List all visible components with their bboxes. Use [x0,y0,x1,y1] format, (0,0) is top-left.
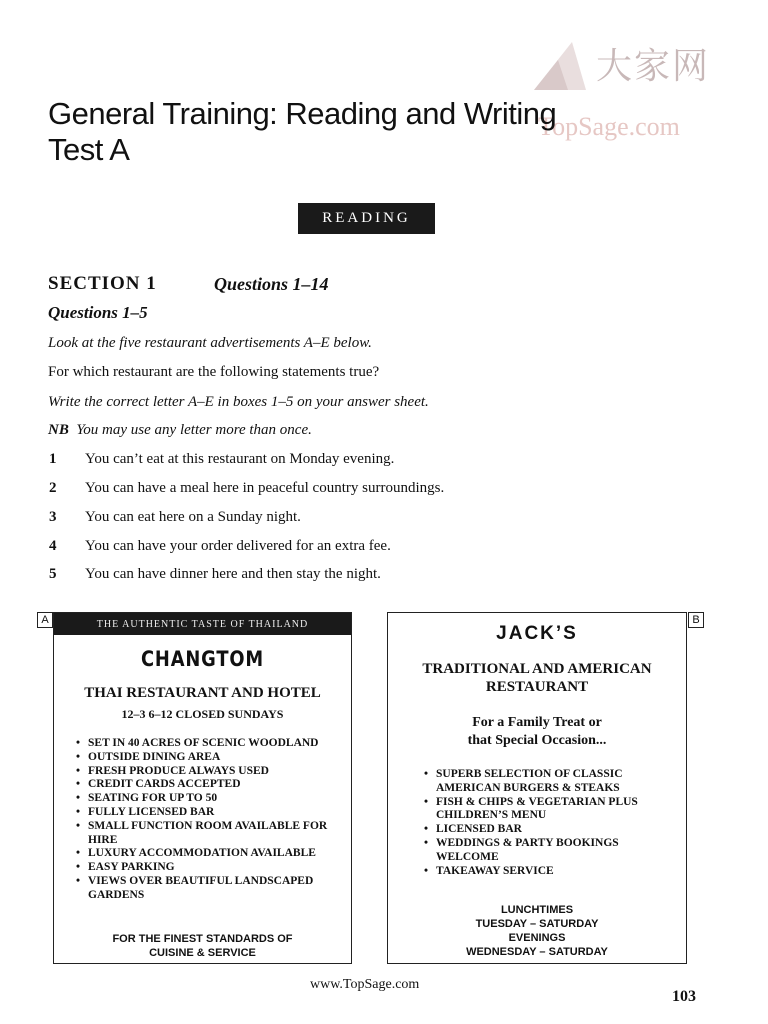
question-text: You can have dinner here and then stay the night. [85,566,381,582]
ad-b-times-3: EVENINGS [508,932,566,944]
list-item: • WEDDINGS & PARTY BOOKINGS WELCOME [424,837,680,865]
list-item: • VIEWS OVER BEAUTIFUL LANDSCAPED GARDENS [76,875,345,903]
question-text: You can have your order delivered for an extra fee. [85,538,391,554]
instruction-write: Write the correct letter A–E in boxes 1–5 on your answer sheet. [48,394,429,410]
list-item: • LICENSED BAR [424,823,680,837]
page-title [48,96,556,168]
reading-badge: READING [298,203,435,234]
list-item: • SET IN 40 ACRES OF SCENIC WOODLAND [76,737,345,751]
ad-b-sub-2: RESTAURANT [485,679,589,695]
advertisement-b [387,612,687,964]
ad-a-footer-2: CUISINE & SERVICE [149,947,256,959]
list-item: • LUXURY ACCOMMODATION AVAILABLE [76,847,345,861]
ad-b-times-1: LUNCHTIMES [500,904,574,916]
watermark-url: TopSage.com [538,112,680,141]
ad-a-name: CHANGTOM [140,647,265,671]
instruction-look: Look at the five restaurant advertisements A–E below. [48,335,372,351]
advertisement-a [53,612,352,964]
question-text: You can eat here on a Sunday night. [85,509,301,525]
ad-a-band: THE AUTHENTIC TASTE OF THAILAND [54,613,351,635]
list-item: • FISH & CHIPS & VEGETARIAN PLUS CHILDREN’S MENU [424,796,680,824]
ad-a-footer-1: FOR THE FINEST STANDARDS OF [112,933,293,945]
ad-b-tag-2: that Special Occasion... [467,733,607,748]
page-number: 103 [672,988,696,1005]
question-text: You can have a meal here in peaceful country surroundings. [85,480,445,496]
ad-b-times-2: TUESDAY – SATURDAY [475,918,599,930]
watermark-cn: 大家网 [596,46,711,87]
list-item: • OUTSIDE DINING AREA [76,751,345,765]
list-item: • FRESH PRODUCE ALWAYS USED [76,765,345,779]
list-item: • EASY PARKING [76,861,345,875]
ad-b-letter: B [688,612,704,628]
question-number: 3 [49,509,57,525]
section-label: SECTION 1 [48,273,157,294]
instruction-nb [48,422,312,439]
nb-label: NB [48,422,69,438]
title-line-2: Test A [48,132,130,167]
list-item: • SEATING FOR UP TO 50 [76,792,345,806]
watermark-logo [528,38,588,98]
question-number: 2 [49,480,57,496]
list-item: • CREDIT CARDS ACCEPTED [76,778,345,792]
instruction-which: For which restaurant are the following statements true? [48,364,380,380]
ad-b-tag-1: For a Family Treat or [472,715,602,730]
title-line-1: General Training: Reading and Writing [48,96,557,131]
section-questions: Questions 1–14 [214,274,329,294]
question-number: 1 [49,451,57,467]
ad-b-features [424,768,680,878]
ad-a-subtitle: THAI RESTAURANT AND HOTEL [84,685,321,701]
ad-b-sub-1: TRADITIONAL AND AMERICAN [422,661,652,677]
ad-a-letter: A [37,612,53,628]
list-item: • SMALL FUNCTION ROOM AVAILABLE FOR HIRE [76,820,345,848]
ad-b-name: JACK’S [496,623,578,644]
question-number: 4 [49,538,57,554]
ad-a-features [76,737,345,903]
list-item: • SUPERB SELECTION OF CLASSIC AMERICAN BURGERS & STEAKS [424,768,680,796]
nb-text: You may use any letter more than once. [76,422,312,438]
ad-b-times-4: WEDNESDAY – SATURDAY [466,946,608,958]
subsection-heading: Questions 1–5 [48,303,148,322]
ad-a-hours: 12–3 6–12 CLOSED SUNDAYS [121,707,284,721]
question-number: 5 [49,566,57,582]
footer-url: www.TopSage.com [310,977,420,992]
question-text: You can’t eat at this restaurant on Monday evening. [85,451,395,467]
list-item: • TAKEAWAY SERVICE [424,865,680,879]
list-item: • FULLY LICENSED BAR [76,806,345,820]
